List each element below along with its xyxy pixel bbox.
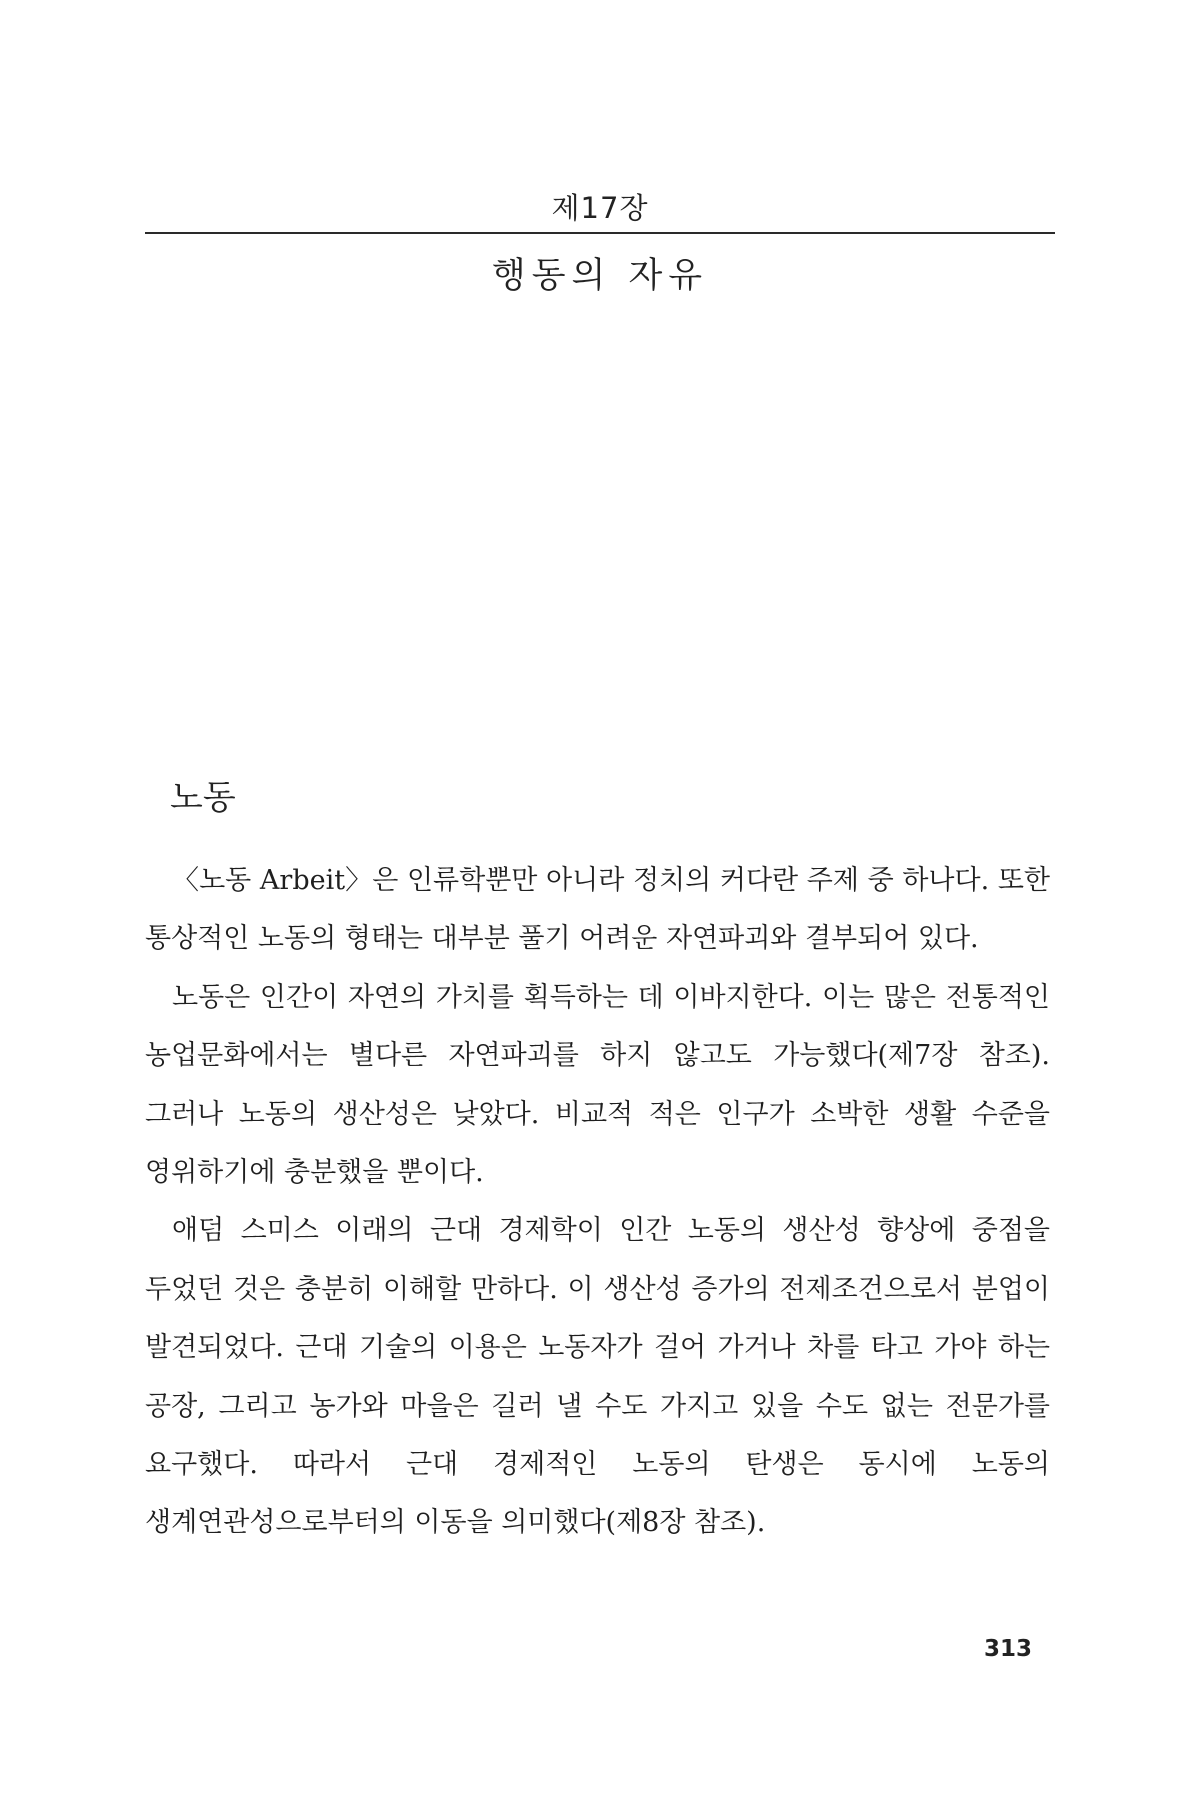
paragraph: 애덤 스미스 이래의 근대 경제학이 인간 노동의 생산성 향상에 중점을 두었던 것은 충분히 이해할 만하다. 이 생산성 증가의 전제조건으로서 분업이 발견되었다. 근대 기술의 이용은 노동자가 걸어 가거나 차를 타고 가야 하는 공장, 그리고 농가와 마을은 길러 낼 수도 가지고 있을 수도 없는 전문가를 요구했다. 따라서 근대 경제적인 노동의 탄생은 동시에 노동의 생계연관성으로부터의 이동을 의미했다(제8장 참조).: [145, 1215, 1050, 1539]
paragraph: 노동은 인간이 자연의 가치를 획득하는 데 이바지한다. 이는 많은 전통적인 농업문화에서는 별다른 자연파괴를 하지 않고도 가능했다(제7장 참조). 그러나 노동의 생산성은 낮았다. 비교적 적은 인구가 소박한 생활 수준을 영위하기에 충분했을 뿐이다.: [145, 981, 1050, 1189]
page-number: 313: [983, 1636, 1032, 1662]
section-heading: 노동: [170, 778, 236, 818]
chapter-number: 제17장: [551, 191, 649, 225]
paragraph: 〈노동 Arbeit〉은 인류학뿐만 아니라 정치의 커다란 주제 중 하나다. 또한 통상적인 노동의 형태는 대부분 풀기 어려운 자연파괴와 결부되어 있다.: [145, 865, 1050, 955]
chapter-divider: [145, 232, 1055, 234]
body-text: [145, 852, 1050, 1553]
chapter-title: 행동의 자유: [491, 256, 709, 296]
